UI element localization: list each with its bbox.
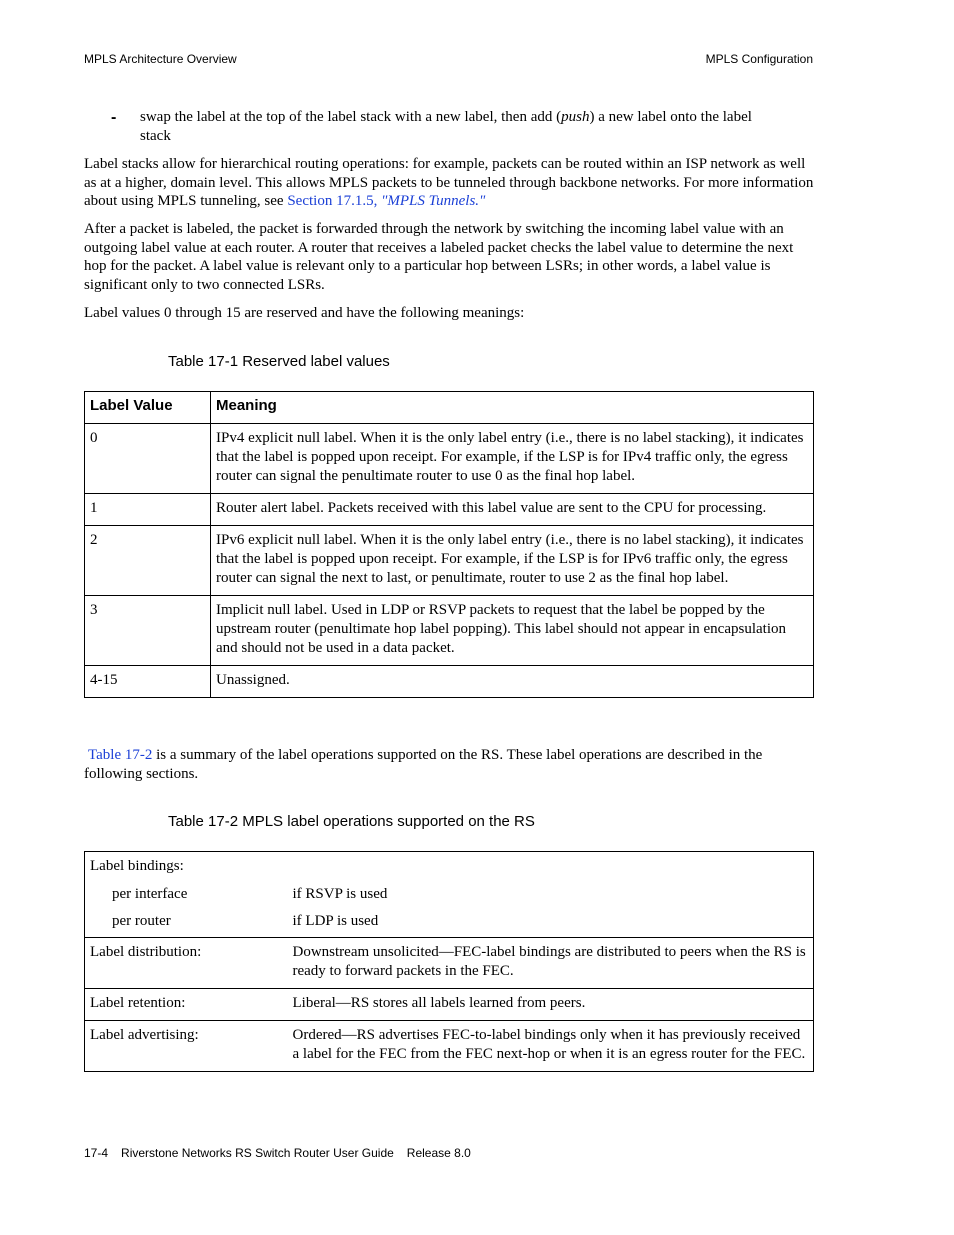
binding-scope-cell: per interface bbox=[112, 886, 188, 902]
table-row bbox=[85, 883, 814, 910]
meaning-cell: Unassigned. bbox=[211, 666, 814, 698]
paragraph-packet-forwarding: After a packet is labeled, the packet is forwarded through the network by switching the incoming label value with an outgoing label value at each router. A router that receives a labeled packet checks the label value to determine the next hop for the packet. A label value is relevant only to a particular hop between LSRs; in other words, a label value is significant only to two connected LSRs. bbox=[84, 221, 794, 293]
meaning-cell: Implicit null label. Used in LDP or RSVP packets to request that the label be popped by the upstream router (penultimate hop label popping). This label should not appear in encapsulation and should not be used in a data packet. bbox=[211, 596, 814, 666]
table-row bbox=[85, 424, 814, 494]
table-row bbox=[85, 596, 814, 666]
meaning-cell: IPv6 explicit null label. When it is the only label entry (i.e., there is no label stacking), it indicates that the label is popped upon receipt. For example, if the LSP is for IPv6 traffic only, the egress router can signal the next to last, or penultimate, router to use 2 as the final hop label. bbox=[211, 526, 814, 596]
table-row bbox=[85, 852, 814, 884]
paragraph-label-stacks: Label stacks allow for hierarchical routing operations: for example, packets can be routed within an ISP network as well as at a higher, domain level. This allows MPLS packets to be tunneled through backbone networks. For more information about using MPLS tunneling, see Section 17.1.5, "MPLS Tunnels." bbox=[84, 156, 814, 209]
table-row bbox=[85, 989, 814, 1021]
page-number: 17-4 bbox=[84, 1146, 109, 1160]
running-header-right: MPLS Configuration bbox=[705, 52, 813, 66]
link-table-17-2[interactable]: Table 17-2 bbox=[88, 747, 153, 763]
operation-description-cell: Ordered—RS advertises FEC-to-label bindings only when it has previously received a label for the FEC from the FEC next-hop or when it is an egress router for the FEC. bbox=[288, 1021, 814, 1072]
table2-caption: Table 17-2 MPLS label operations supported on the RS bbox=[168, 813, 535, 830]
running-header-left: MPLS Architecture Overview bbox=[84, 52, 237, 66]
table-row bbox=[85, 494, 814, 526]
link-section-mpls-tunnels[interactable]: Section 17.1.5, "MPLS Tunnels." bbox=[287, 193, 486, 209]
meaning-cell: IPv4 explicit null label. When it is the only label entry (i.e., there is no label stacking), it indicates that the label is popped upon receipt. For example, if the LSP is for IPv4 traffic only, the egress router can signal the penultimate router to use 0 as the final hop label. bbox=[211, 424, 814, 494]
bullet-text: swap the label at the top of the label stack with a new label, then add (push) a new label onto the label stack bbox=[140, 109, 752, 144]
column-header-label-value: Label Value bbox=[85, 392, 211, 424]
table-row bbox=[85, 910, 814, 938]
operation-name-cell: Label advertising: bbox=[85, 1021, 288, 1072]
page-footer bbox=[84, 1146, 471, 1160]
table1-caption: Table 17-1 Reserved label values bbox=[168, 353, 390, 370]
label-value-cell: 4-15 bbox=[85, 666, 211, 698]
operation-name-cell: Label distribution: bbox=[85, 938, 288, 989]
release-label: Release 8.0 bbox=[406, 1146, 471, 1160]
label-value-cell: 3 bbox=[85, 596, 211, 666]
paragraph-reserved-values-intro: Label values 0 through 15 are reserved and have the following meanings: bbox=[84, 305, 525, 321]
document-title: Riverstone Networks RS Switch Router User Guide bbox=[121, 1146, 394, 1160]
label-value-cell: 1 bbox=[85, 494, 211, 526]
label-bindings-heading: Label bindings: bbox=[90, 858, 184, 874]
operation-description-cell: Downstream unsolicited—FEC-label bindings are distributed to peers when the RS is ready to forward packets in the FEC. bbox=[288, 938, 814, 989]
binding-scope-cell: per router bbox=[112, 913, 171, 929]
bullet-marker: - bbox=[111, 109, 117, 126]
table-row bbox=[85, 666, 814, 698]
label-value-cell: 2 bbox=[85, 526, 211, 596]
paragraph-label-operations-intro: Table 17-2 is a summary of the label operations supported on the RS. These label operations are described in the following sections. bbox=[84, 747, 763, 782]
operation-description-cell: Liberal—RS stores all labels learned from peers. bbox=[288, 989, 814, 1021]
table-row bbox=[85, 526, 814, 596]
binding-condition-cell: if RSVP is used bbox=[292, 886, 388, 902]
operation-name-cell: Label retention: bbox=[85, 989, 288, 1021]
meaning-cell: Router alert label. Packets received with this label value are sent to the CPU for processing. bbox=[211, 494, 814, 526]
column-header-meaning: Meaning bbox=[211, 392, 814, 424]
binding-condition-cell: if LDP is used bbox=[292, 913, 379, 929]
table-row bbox=[85, 1021, 814, 1072]
label-value-cell: 0 bbox=[85, 424, 211, 494]
table-row bbox=[85, 938, 814, 989]
table-header-row bbox=[85, 392, 814, 424]
reserved-label-values-table bbox=[84, 391, 814, 698]
mpls-label-operations-table bbox=[84, 851, 814, 1072]
